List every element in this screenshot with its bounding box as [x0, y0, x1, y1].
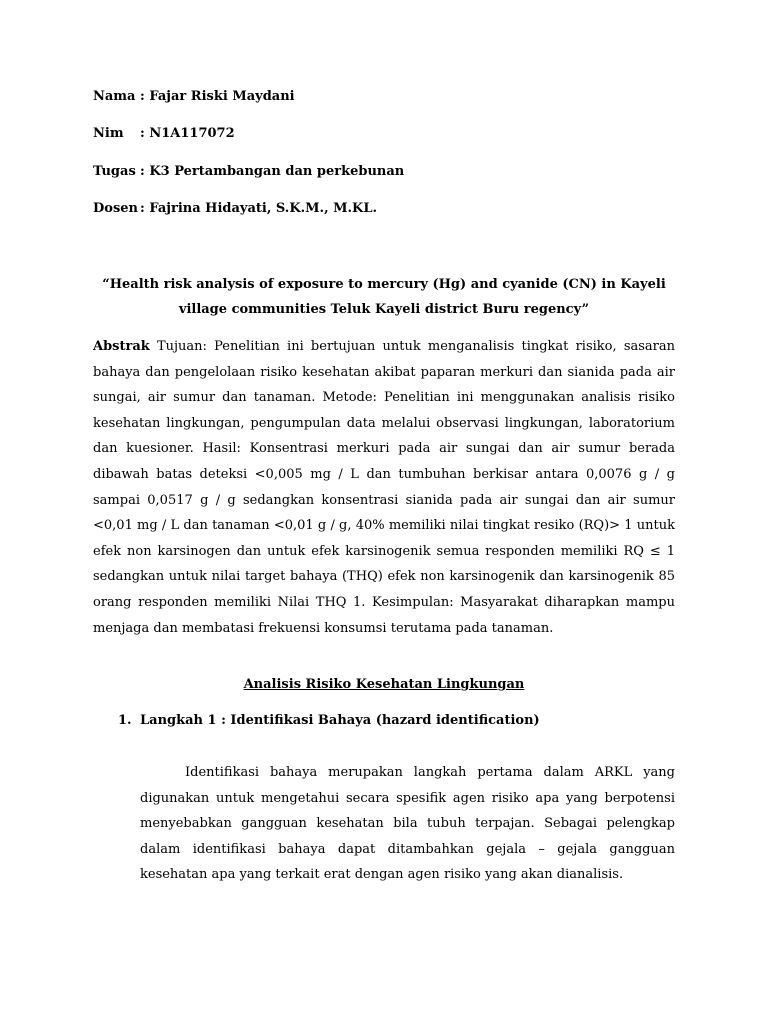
meta-tugas-sep: : [140, 164, 145, 179]
meta-nim [93, 126, 235, 142]
abstract [93, 334, 675, 641]
meta-tugas-value: K3 Pertambangan dan perkebunan [149, 164, 405, 179]
meta-dosen-sep: : [140, 201, 145, 216]
meta-nim-sep: : [140, 126, 145, 141]
meta-dosen-value: Fajrina Hidayati, S.K.M., M.KL. [149, 201, 378, 216]
step-paragraph: Identifikasi bahaya merupakan langkah pertama dalam ARKL yang digunakan untuk mengetahui secara spesifik agen risiko apa yang berpotensi menyebabkan gangguan kesehatan bila tubuh terpajan. Sebagai pelengkap dalam identifikasi bahaya dapat ditambahkan gejala – gejala gangguan kesehatan apa yang terkait erat dengan agen risiko yang akan dianalisis. [140, 765, 675, 883]
step-number: 1. [118, 713, 132, 728]
meta-nim-value: N1A117072 [149, 126, 235, 141]
meta-tugas [93, 164, 404, 180]
abstract-label: Abstrak [93, 339, 150, 354]
meta-tugas-label: Tugas [93, 164, 136, 179]
meta-nama-sep: : [140, 89, 145, 104]
step-heading [118, 712, 540, 730]
step-title: Langkah 1 : Identifikasi Bahaya (hazard identification) [140, 713, 540, 728]
meta-dosen [93, 201, 377, 217]
meta-nama [93, 89, 295, 105]
abstract-text: Tujuan: Penelitian ini bertujuan untuk menganalisis tingkat risiko, sasaran bahaya dan pengelolaan risiko kesehatan akibat paparan merkuri dan sianida pada air sungai, air sumur dan tanaman. Metode: Penelitian ini menggunakan analisis risiko kesehatan lingkungan, pengumpulan data melalui observasi lingkungan, laboratorium dan kuesioner. Hasil: Konsentrasi merkuri pada air sungai dan air sumur berada dibawah batas deteksi <0,005 mg / L dan tumbuhan berkisar antara 0,0076 g / g sampai 0,0517 g / g sedangkan konsentrasi sianida pada air sungai dan air sumur <0,01 mg / L dan tanaman <0,01 g / g, 40% memiliki nilai tingkat resiko (RQ)> 1 untuk efek non karsinogen dan untuk efek karsinogenik semua responden memiliki RQ ≤ 1 sedangkan untuk nilai target bahaya (THQ) efek non karsinogenik dan karsinogenik 85 orang responden memiliki Nilai THQ 1. Kesimpulan: Masyarakat diharapkan mampu menjaga dan membatasi frekuensi konsumsi terutama pada tanaman. [93, 339, 676, 636]
meta-dosen-label: Dosen [93, 201, 138, 216]
paper-title: “Health risk analysis of exposure to mercury (Hg) and cyanide (CN) in Kayeli village communities Teluk Kayeli district Buru regency” [102, 277, 666, 317]
meta-nama-value: Fajar Riski Maydani [149, 89, 295, 104]
meta-nama-label: Nama [93, 89, 136, 104]
meta-nim-label: Nim [93, 126, 124, 141]
section-title: Analisis Risiko Kesehatan Lingkungan [243, 677, 525, 692]
